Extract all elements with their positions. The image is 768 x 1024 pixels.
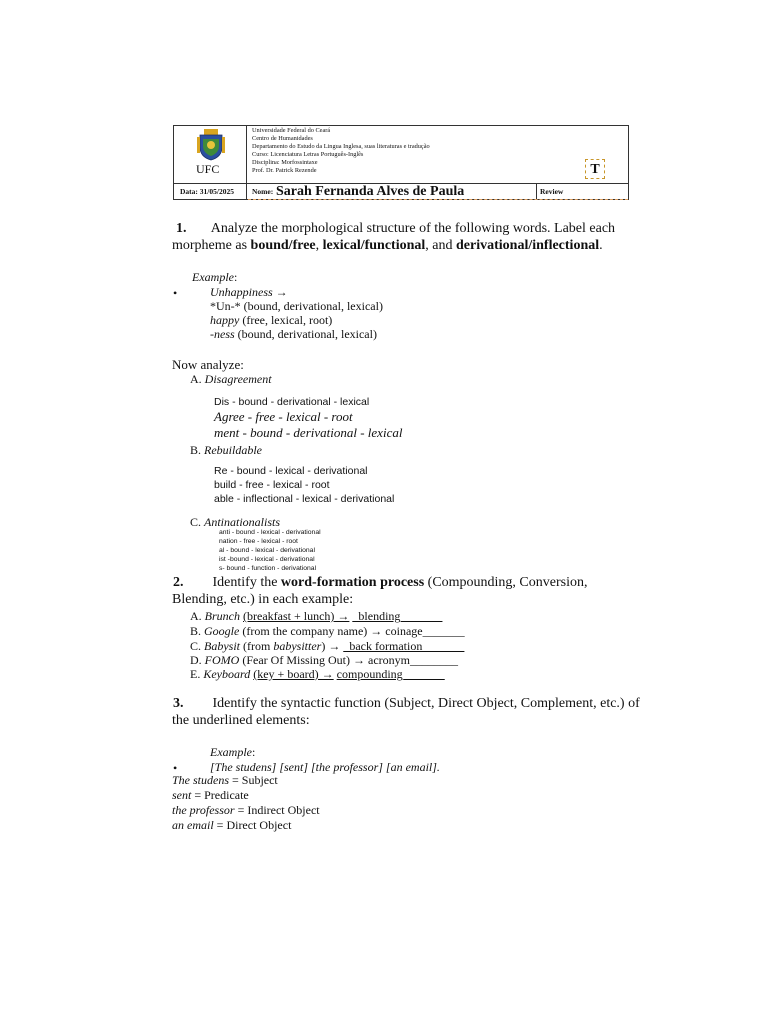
question-text: . <box>599 238 603 253</box>
table-divider <box>536 183 537 200</box>
item-c: C. Antinationalists <box>190 515 281 529</box>
question-text: (Compounding, Conversion, <box>424 575 588 590</box>
logo-text: UFC <box>196 162 220 176</box>
institution-line: Curso: Licenciatura Letras Português-Inglês <box>252 151 364 158</box>
question-2-line-1 <box>173 575 588 591</box>
answer-line: al - bound - lexical - derivational <box>219 547 315 554</box>
example-label: Example: <box>210 745 256 759</box>
example-line: -ness (bound, derivational, lexical) <box>210 327 377 341</box>
item-e: E. Keyboard (key + board) → compounding_______ <box>190 667 445 681</box>
answer-line: able - inflectional - lexical - derivational <box>214 493 395 505</box>
example-line: *Un-* (bound, derivational, lexical) <box>210 299 383 313</box>
question-text: morpheme as <box>172 238 251 253</box>
answer-line: an email = Direct Object <box>172 818 292 832</box>
item-b: B. Rebuildable <box>190 443 262 457</box>
answer-line: Re - bound - lexical - derivational <box>214 465 368 477</box>
question-text: Identify the <box>212 575 281 590</box>
institution-line: Universidade Federal do Ceará <box>252 127 331 134</box>
student-name: Sarah Fernanda Alves de Paula <box>276 184 465 199</box>
answer-line: Dis - bound - derivational - lexical <box>214 396 370 408</box>
term-word-formation: word-formation process <box>280 575 425 590</box>
answer-line: sent = Predicate <box>172 788 249 802</box>
question-number: 2. <box>173 575 184 590</box>
bullet: • <box>173 286 178 300</box>
answer-line: build - free - lexical - root <box>214 479 330 491</box>
institution-line: Departamento do Estudo da Lingua Inglesa, suas literaturas e tradução <box>252 143 430 150</box>
question-1-line-1 <box>176 221 615 237</box>
term-lexical-functional: lexical/functional <box>322 238 426 253</box>
ufc-crest-icon <box>196 129 226 161</box>
item-a: A. Brunch (breakfast + lunch) → _blending_______ <box>190 609 443 623</box>
question-text: , <box>315 238 323 253</box>
institution-line: Centro de Humanidades <box>252 135 313 142</box>
question-number: 1. <box>176 221 187 236</box>
question-text: Identify the syntactic function (Subject, Direct Object, Complement, etc.) of <box>212 696 640 711</box>
question-3-line-2: the underlined elements: <box>172 713 310 728</box>
question-text: Analyze the morphological structure of the following words. Label each <box>210 221 616 236</box>
answer-line: nation - free - lexical - root <box>219 538 298 545</box>
question-1-line-2 <box>172 238 603 254</box>
review-label: Review <box>540 187 564 196</box>
answer-line: The studens = Subject <box>172 773 278 787</box>
answer-line: s- bound - function - derivational <box>219 565 317 572</box>
item-c: C. Babysit (from babysitter) → _back formation_______ <box>190 639 465 653</box>
now-analyze: Now analyze: <box>172 357 244 372</box>
question-text: , and <box>425 238 457 253</box>
header-table <box>173 125 629 200</box>
answer-line: Agree - free - lexical - root <box>214 409 353 424</box>
table-divider <box>246 126 247 200</box>
answer-line: the professor = Indirect Object <box>172 803 320 817</box>
term-derivational-inflectional: derivational/inflectional <box>456 238 600 253</box>
bullet: • <box>173 761 178 775</box>
term-bound-free: bound/free <box>250 238 316 253</box>
name-label: Nome: <box>252 187 274 196</box>
example-line: happy (free, lexical, root) <box>210 313 333 327</box>
item-a: A. Disagreement <box>190 372 272 386</box>
date-label: Data: 31/05/2025 <box>180 187 234 196</box>
item-b: B. Google (from the company name) → coinage_______ <box>190 624 465 638</box>
institution-line: Disciplina: Morfossintaxe <box>252 159 318 166</box>
answer-line: ist -bound - lexical - derivational <box>219 556 315 563</box>
question-number: 3. <box>173 696 184 711</box>
example-label: Example: <box>192 270 238 284</box>
question-2-line-2: Blending, etc.) in each example: <box>172 592 354 607</box>
answer-line: ment - bound - derivational - lexical <box>214 425 403 440</box>
example-sentence: [The studens] [sent] [the professor] [an email]. <box>210 760 440 774</box>
institution-line: Prof. Dr. Patrick Rezende <box>252 167 317 174</box>
example-word: Unhappiness → <box>210 285 288 299</box>
grade-box: T <box>585 159 605 179</box>
item-d: D. FOMO (Fear Of Missing Out) → acronym________ <box>190 653 458 667</box>
question-3-line-1 <box>173 696 640 712</box>
answer-line: anti - bound - lexical - derivational <box>219 529 321 536</box>
